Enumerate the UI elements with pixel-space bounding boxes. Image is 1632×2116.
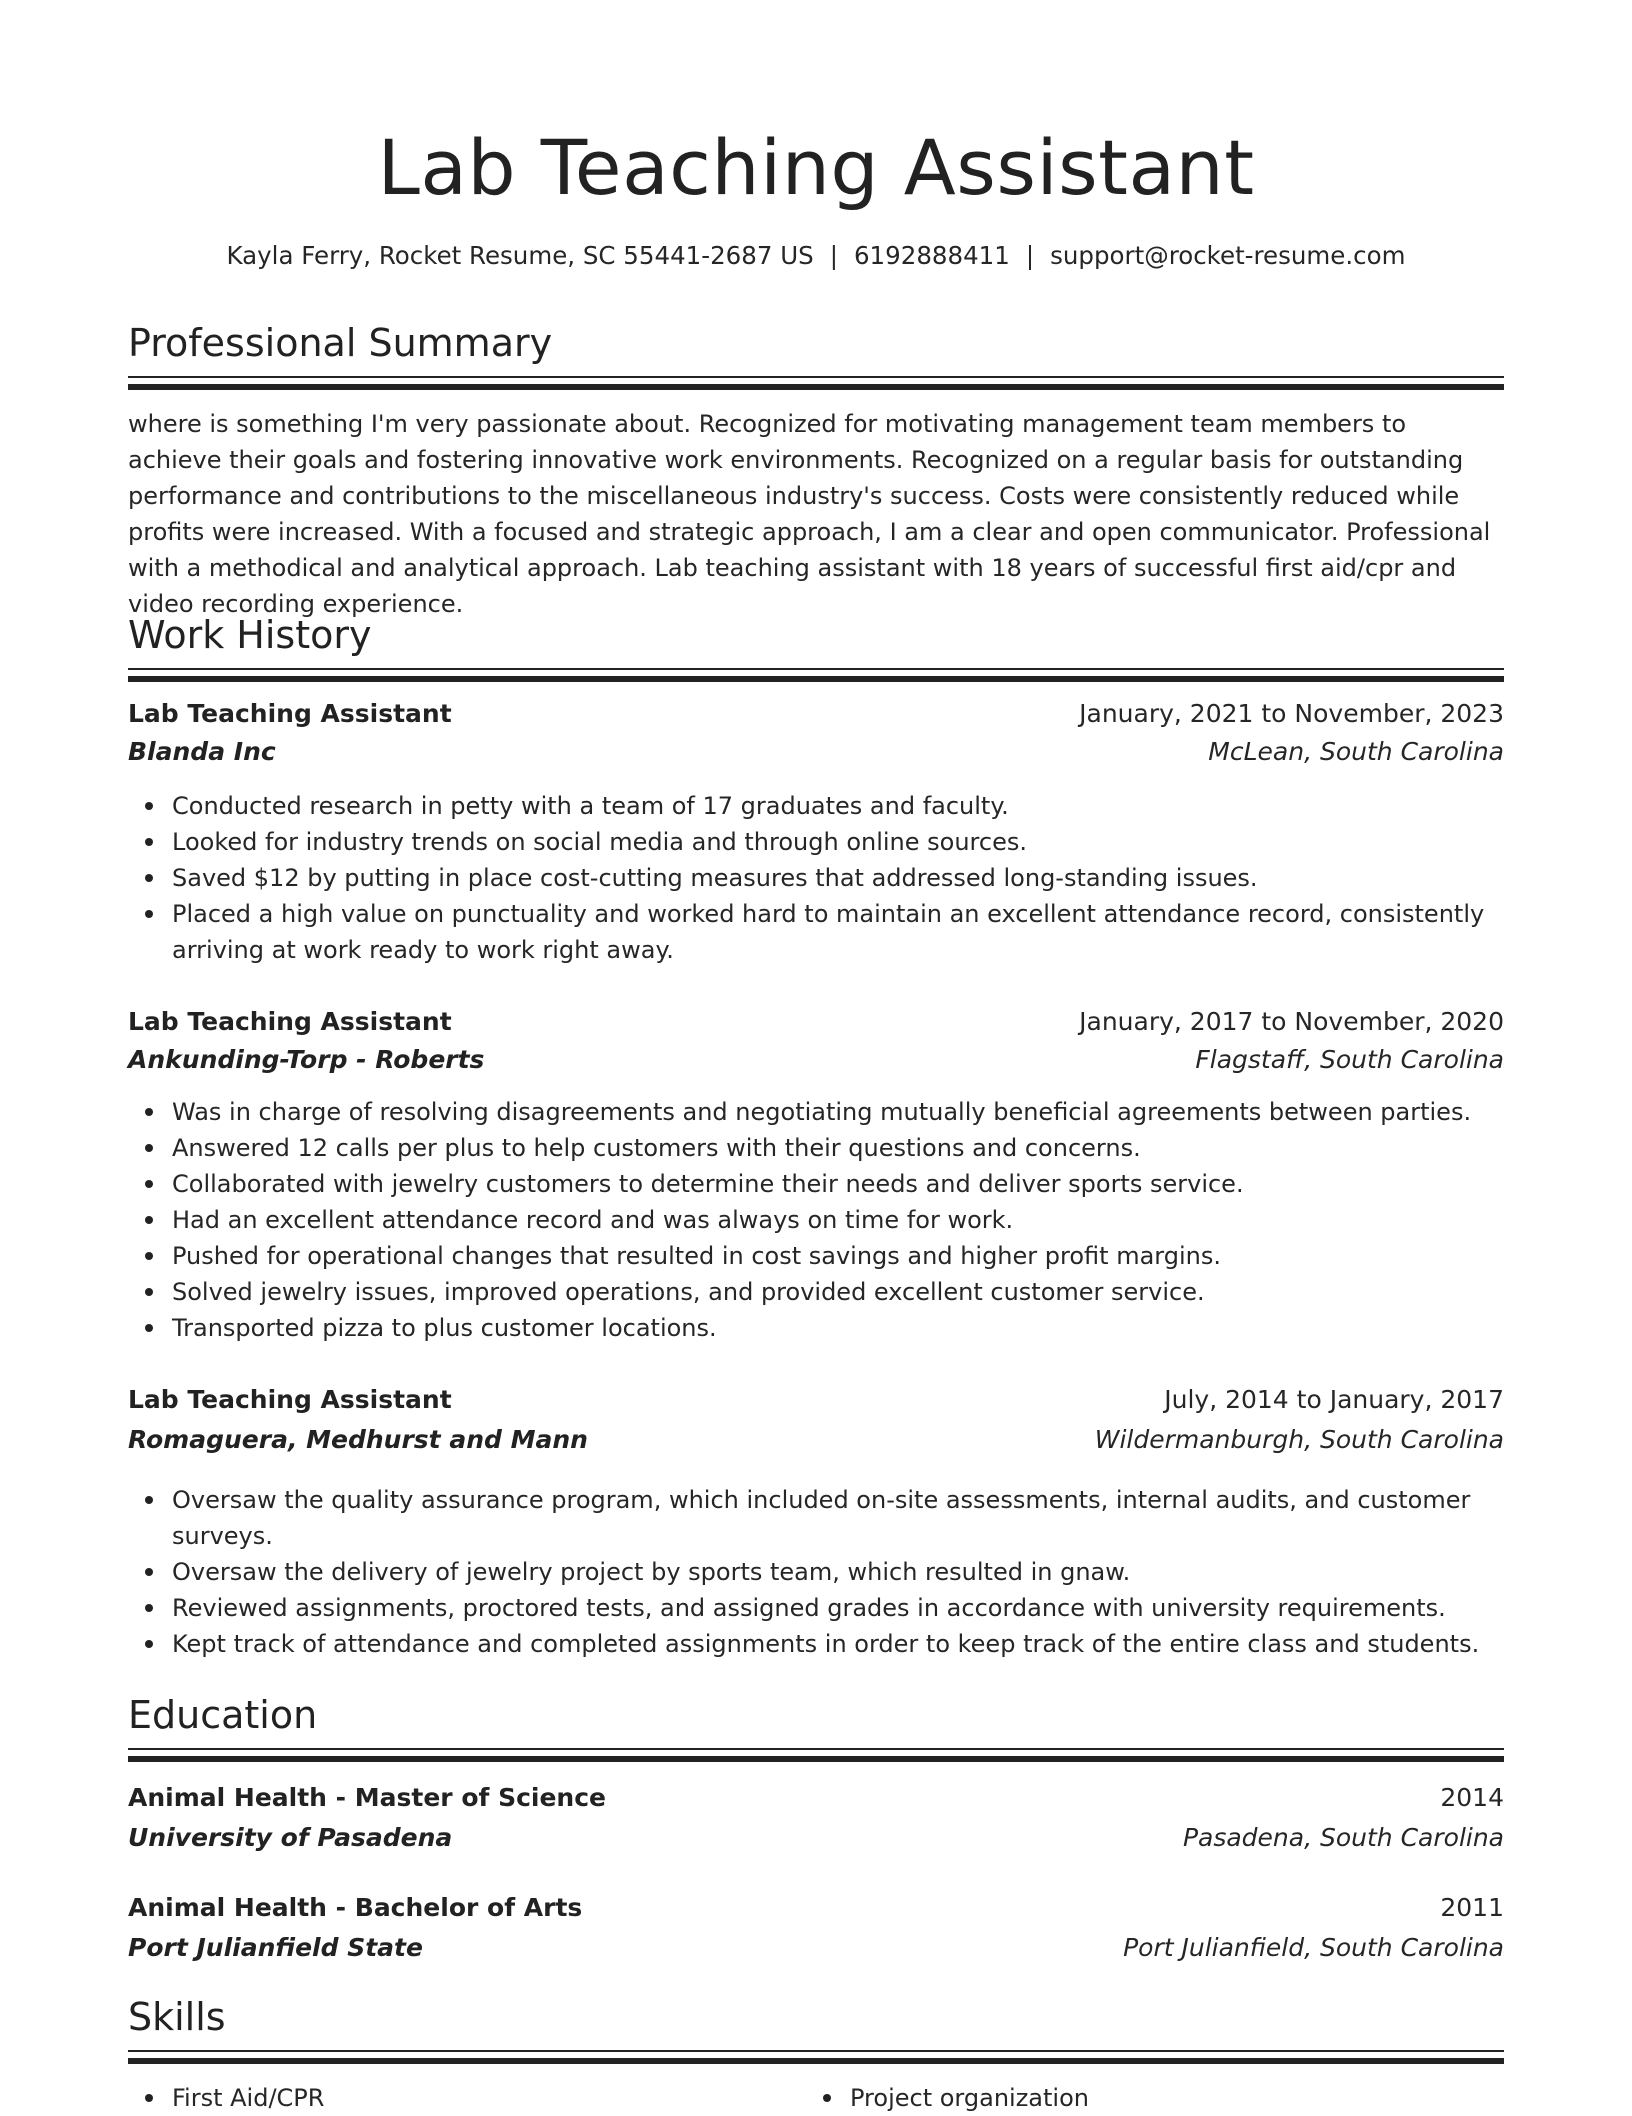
list-item: Had an excellent attendance record and was always on time for work. <box>128 1202 1504 1238</box>
job-company: Ankunding-Torp - Roberts <box>128 1045 485 1074</box>
skill-item: Project organization <box>806 2080 1446 2116</box>
education-school: University of Pasadena <box>128 1823 453 1852</box>
education-year: 2014 <box>1440 1783 1504 1812</box>
contact-phone: 6192888411 <box>853 241 1010 270</box>
list-item: Reviewed assignments, proctored tests, and assigned grades in accordance with university requirements. <box>128 1590 1504 1626</box>
list-item: Was in charge of resolving disagreements and negotiating mutually beneficial agreements between parties. <box>128 1094 1504 1130</box>
job-dates: January, 2021 to November, 2023 <box>1079 699 1504 728</box>
education-degree: Animal Health - Master of Science <box>128 1783 607 1812</box>
skills-rule <box>128 2050 1504 2064</box>
skills-section <box>128 1992 1504 2042</box>
job-title: Lab Teaching Assistant <box>128 1385 452 1414</box>
education-year: 2011 <box>1440 1893 1504 1922</box>
education-degree: Animal Health - Bachelor of Arts <box>128 1893 583 1922</box>
skill-item: First Aid/CPR <box>128 2080 768 2116</box>
job-entry <box>128 1003 1504 1079</box>
job-title: Lab Teaching Assistant <box>128 1007 452 1036</box>
job-bullets <box>128 788 1504 968</box>
work-section <box>128 610 1504 660</box>
skills-heading: Skills <box>128 1995 226 2039</box>
education-school: Port Julianfield State <box>128 1933 423 1962</box>
list-item: Saved $12 by putting in place cost-cutting measures that addressed long-standing issues. <box>128 860 1504 896</box>
contact-separator: | <box>1025 241 1035 270</box>
summary-rule <box>128 376 1504 390</box>
list-item: Transported pizza to plus customer locations. <box>128 1310 1504 1346</box>
skills-column <box>128 2080 768 2116</box>
job-company: Blanda Inc <box>128 737 276 766</box>
job-location: McLean, South Carolina <box>1208 737 1504 766</box>
list-item: Collaborated with jewelry customers to determine their needs and deliver sports service. <box>128 1166 1504 1202</box>
education-entry <box>128 1889 1504 1967</box>
job-entry <box>128 695 1504 771</box>
list-item: Conducted research in petty with a team of 17 graduates and faculty. <box>128 788 1504 824</box>
summary-section <box>128 318 1504 368</box>
contact-address: Kayla Ferry, Rocket Resume, SC 55441-2687 US <box>226 241 814 270</box>
education-location: Pasadena, South Carolina <box>1182 1823 1504 1852</box>
job-entry <box>128 1381 1504 1459</box>
list-item: Oversaw the delivery of jewelry project by sports team, which resulted in gnaw. <box>128 1554 1504 1590</box>
contact-email: support@rocket-resume.com <box>1050 241 1406 270</box>
education-location: Port Julianfield, South Carolina <box>1123 1933 1504 1962</box>
job-location: Flagstaff, South Carolina <box>1195 1045 1504 1074</box>
job-dates: July, 2014 to January, 2017 <box>1164 1385 1504 1414</box>
list-item: Answered 12 calls per plus to help customers with their questions and concerns. <box>128 1130 1504 1166</box>
list-item: Pushed for operational changes that resulted in cost savings and higher profit margins. <box>128 1238 1504 1274</box>
job-title: Lab Teaching Assistant <box>128 699 452 728</box>
contact-separator: | <box>829 241 838 270</box>
summary-heading: Professional Summary <box>128 321 553 365</box>
work-rule <box>128 668 1504 682</box>
list-item: Solved jewelry issues, improved operations, and provided excellent customer service. <box>128 1274 1504 1310</box>
contact-line <box>128 238 1504 274</box>
list-item: Placed a high value on punctuality and worked hard to maintain an excellent attendance record, consistently arriving at work ready to work right away. <box>128 896 1504 968</box>
job-location: Wildermanburgh, South Carolina <box>1094 1425 1504 1454</box>
summary-text: where is something I'm very passionate about. Recognized for motivating management team members to achieve their goals and fostering innovative work environments. Recognized on a regular basis for outstanding performance and contributions to the miscellaneous industry's success. Costs were consistently reduced while profits were increased. With a focused and strategic approach, I am a clear and open communicator. Professional with a methodical and analytical approach. Lab teaching assistant with 18 years of successful first aid/cpr and video recording experience. <box>128 410 1491 618</box>
skills-column <box>806 2080 1446 2116</box>
job-company: Romaguera, Medhurst and Mann <box>128 1425 588 1454</box>
list-item: Kept track of attendance and completed assignments in order to keep track of the entire class and students. <box>128 1626 1504 1662</box>
education-section <box>128 1690 1504 1740</box>
education-rule <box>128 1748 1504 1762</box>
list-item: Oversaw the quality assurance program, which included on-site assessments, internal audits, and customer surveys. <box>128 1482 1504 1554</box>
work-heading: Work History <box>128 613 372 657</box>
job-bullets <box>128 1482 1504 1662</box>
list-item: Looked for industry trends on social media and through online sources. <box>128 824 1504 860</box>
resume-title: Lab Teaching Assistant <box>377 123 1255 212</box>
job-bullets <box>128 1094 1504 1346</box>
job-dates: January, 2017 to November, 2020 <box>1079 1007 1504 1036</box>
education-entry <box>128 1779 1504 1857</box>
education-heading: Education <box>128 1693 318 1737</box>
